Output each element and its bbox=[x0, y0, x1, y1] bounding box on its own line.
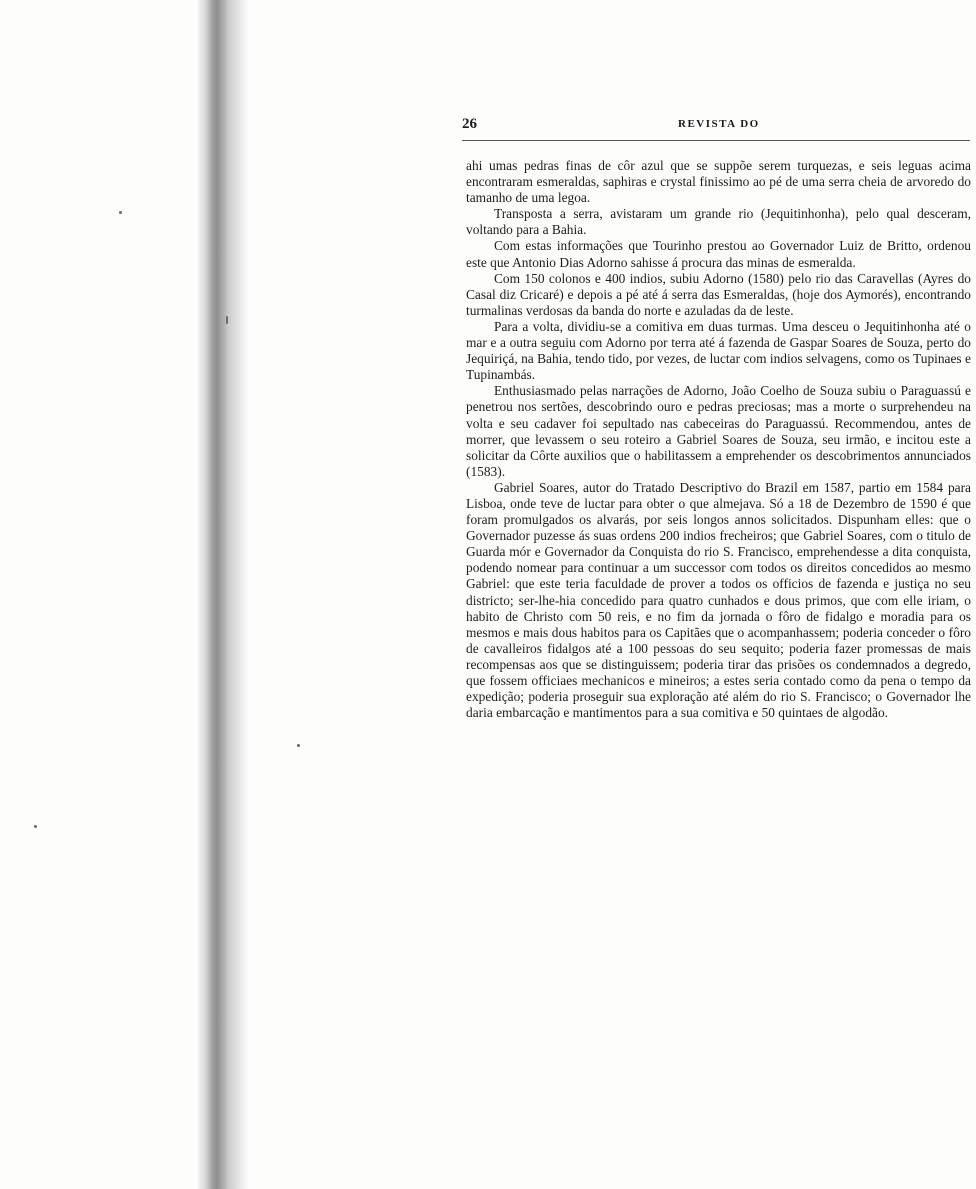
page-number: 26 bbox=[462, 116, 477, 132]
paragraph: Para a volta, dividiu-se a comitiva em duas turmas. Uma desceu o Jequitinhonha até o mar e a outra seguiu com Adorno por terra até á fazenda de Gaspar Soares de Souza, perto do Jequiriçá, na Bahia, tendo tido, por vezes, de luctar com indios selvagens, como os Tupinaes e Tupinambás. bbox=[466, 318, 971, 383]
paragraph: Gabriel Soares, autor do Tratado Descriptivo do Brazil em 1587, partio em 1584 para Lisboa, onde teve de luctar para obter o que almejava. Só a 18 de Dezembro de 1590 é que foram promulgados os alvarás, por seis longos annos solicitados. Dispunham elles: que o Governador puzesse ás suas ordens 200 indios frecheiros; que Gabriel Soares, com o titulo de Guarda mór e Governador da Conquista do rio S. Francisco, emprehendesse a dita conquista, podendo nomear para continuar a um successor com todos os direitos concedidos ao mesmo Gabriel: que este teria faculdade de prover a todos os officios de fazenda e justiça no seu districto; ser-lhe-hia concedido para quatro cunhados e dous primos, que com elle iriam, o habito de Christo com 50 reis, e no fim da jornada o fôro de fidalgo e moradia para os mesmos e mais dous habitos para os Capitães que o acompanhassem; poderia conceder o fôro de cavalleiros fidalgos até a 100 pessoas do seu sequito; poderia fazer promessas de mais recompensas aos que se distinguissem; poderia tirar das prisões os condemnados a degredo, que fossem officiaes mechanicos e mineiros; a estes seria contado como da pena o tempo da expedição; poderia proseguir sua exploração até além do rio S. Francisco; o Governador lhe daria embarcação e mantimentos para a sua comitiva e 50 quintaes de algodão. bbox=[466, 479, 971, 721]
paragraph: Com 150 colonos e 400 indios, subiu Adorno (1580) pelo rio das Caravellas (Ayres do Casal diz Cricaré) e depois a pé até á serra das Esmeraldas, (hoje dos Aymorés), encontrando turmalinas verdosas da banda do norte e azuladas da de leste. bbox=[466, 270, 971, 318]
paragraph: Enthusiasmado pelas narrações de Adorno, João Coelho de Souza subiu o Paraguassú e penetrou nos sertões, descobrindo ouro e pedras preciosas; mas a morte o surprehendeu na volta e seu cadaver foi sepultado nas cabeceiras do Paraguassú. Recommendou, antes de morrer, que levassem o seu roteiro a Gabriel Soares de Souza, seu irmão, e incitou este a solicitar da Côrte auxilios que o habilitassem a emprehender os descobrimentos annunciados (1583). bbox=[466, 383, 971, 479]
paragraph: ahi umas pedras finas de côr azul que se suppõe serem turquezas, e seis leguas acima encontraram esmeraldas, saphiras e crystal finissimo ao pé de uma serra cheia de arvoredo do tamanho de uma legoa. bbox=[466, 158, 971, 206]
paper-speck bbox=[119, 211, 122, 214]
body-text bbox=[466, 158, 971, 721]
running-title: REVISTA DO bbox=[678, 118, 760, 130]
header-divider bbox=[462, 140, 970, 141]
paper-speck bbox=[34, 825, 37, 828]
binding-crease bbox=[206, 0, 228, 1189]
paper-speck bbox=[226, 316, 228, 324]
page-header bbox=[462, 116, 972, 136]
paragraph: Com estas informações que Tourinho prestou ao Governador Luiz de Britto, ordenou este que Antonio Dias Adorno sahisse á procura das minas de esmeralda. bbox=[466, 238, 971, 270]
paragraph: Transposta a serra, avistaram um grande rio (Jequitinhonha), pelo qual desceram, voltando para a Bahia. bbox=[466, 206, 971, 238]
paper-speck bbox=[297, 744, 300, 747]
